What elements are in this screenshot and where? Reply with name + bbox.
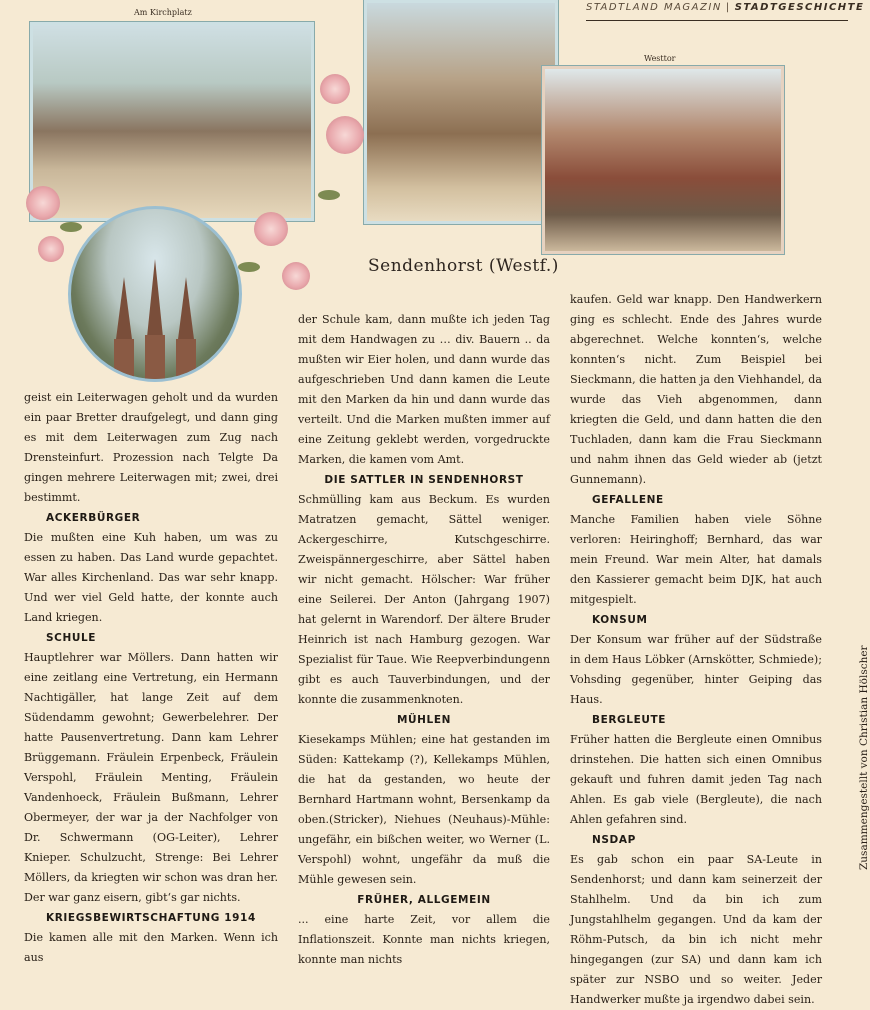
- article-column-1: [24, 388, 278, 968]
- flower-decoration: [38, 236, 64, 262]
- article-column-2: [298, 310, 550, 970]
- header-separator: |: [725, 2, 731, 13]
- section-heading: NSDAP: [592, 834, 636, 846]
- photo-church: [68, 206, 242, 382]
- paragraph: Schmülling kam aus Beckum. Es wurden Matratzen gemacht, Sättel weniger. Ackergeschirre, Kutschgeschirre. Zweispännergeschirre, aber Sättel haben wir nicht gemacht. Hölscher: War früher eine Seilerei. Der Anton (Jahrgang 1907) hat gelernt in Warendorf. Der ältere Bruder Heinrich ist nach Hamburg gezogen. War Spezialist für Taue. Wie Reepverbindungenn gibt es auch Tauverbindungen, und der konnte die zusammenknoten.: [298, 493, 550, 706]
- paragraph: geist ein Leiterwagen geholt und da wurden ein paar Bretter draufgelegt, und dann ging es mit dem Leiterwagen zum Zug nach Drensteinfurt. Prozession nach Telgte Da gingen mehrere Leiterwagen mit; zwei, drei bestimmt.: [24, 391, 278, 504]
- paragraph: Kiesekamps Mühlen; eine hat gestanden im Süden: Kattekamp (?), Kellekamps Mühlen, die hat da gestanden, wo heute der Bernhard Hartmann wohnt, Bersenkamp da oben.(Stricker), Niehues (Neuhaus)-Mühle: ungefähr, ein bißchen weiter, wo Werner (L. Verspohl) wohnt, ungefähr da muß die Mühle gewesen sein.: [298, 733, 550, 886]
- paragraph: Die kamen alle mit den Marken. Wenn ich aus: [24, 931, 278, 964]
- paragraph: Die mußten eine Kuh haben, um was zu essen zu haben. Das Land wurde gepachtet. War alles Kirchenland. Das war sehr knapp. Und wer viel Geld hatte, der konnte auch Land kriegen.: [24, 531, 278, 624]
- paragraph: der Schule kam, dann mußte ich jeden Tag mit dem Handwagen zu … div. Bauern .. da mußten wir Eier holen, und dann wurde das aufgeschrieben Und dann kamen die Leute mit den Marken da hin und dann wurde das verteilt. Und die Marken mußten immer auf eine Zeitung geklebt werden, vorgedruckte Marken, die kamen vom Amt.: [298, 313, 550, 466]
- photo-street: [364, 0, 558, 224]
- section-heading: FRÜHER, ALLGEMEIN: [357, 894, 491, 906]
- section-name: STADTGESCHICHTE: [734, 2, 865, 13]
- flower-decoration: [282, 262, 310, 290]
- church-tower-left: [114, 339, 134, 379]
- paragraph: Hauptlehrer war Möllers. Dann hatten wir eine zeitlang eine Vertretung, ein Hermann Nachtigäller, hat lange Zeit auf dem Südendamm gewohnt; Gewerbelehrer. Der hatte Pausenvertretung. Dann kam Lehrer Brüggemann. Fräulein Erpenbeck, Fräulein Verspohl, Fräulein Menting, Fräulein Vandenhoeck, Fräulein Bußmann, Lehrer Obermeyer, der war ja der Nachfolger von Dr. Schwermann (OG-Leiter), Lehrer Knieper. Schulzucht, Strenge: Bei Lehrer Möllers, da kriegten wir schon was dran her. Der war ganz eisern, gibt‘s gar nichts.: [24, 651, 278, 904]
- church-tower-right: [176, 339, 196, 379]
- paragraph: kaufen. Geld war knapp. Den Handwerkern ging es schlecht. Ende des Jahres wurde abgerechnet. Welche konnten‘s, welche konnten‘s nicht. Zum Beispiel bei Sieckmann, die hatten ja den Viehhandel, da wurde das Vieh abgenommen, dann kriegten die Geld, und dann hatten die den Tuchladen, dann kam die Frau Sieckmann und nahm ihnen das Geld wieder ab (jetzt Gunnemann).: [570, 293, 822, 486]
- magazine-name: STADTLAND MAGAZIN: [586, 2, 722, 13]
- paragraph: ... eine harte Zeit, vor allem die Inflationszeit. Konnte man nichts kriegen, konnte man nichts: [298, 913, 550, 966]
- paragraph: Der Konsum war früher auf der Südstraße in dem Haus Löbker (Arnskötter, Schmiede); Vohsding gegenüber, hinter Geiping das Haus.: [570, 633, 822, 706]
- section-heading: BERGLEUTE: [592, 714, 667, 726]
- magazine-header: [586, 2, 865, 24]
- church-spire-right: [177, 277, 195, 347]
- header-rule: [586, 20, 848, 21]
- section-heading: KRIEGSBEWIRTSCHAFTUNG 1914: [46, 912, 256, 924]
- section-heading: ACKERBÜRGER: [46, 512, 141, 524]
- leaf-decoration: [60, 222, 82, 232]
- caption-kirchplatz: Am Kirchplatz: [134, 8, 192, 17]
- paragraph: Früher hatten die Bergleute einen Omnibus drinstehen. Die hatten sich einen Omnibus gekauft und fuhren damit jeden Tag nach Ahlen. Es gab viele (Bergleute), die nach Ahlen gefahren sind.: [570, 733, 822, 826]
- flower-decoration: [254, 212, 288, 246]
- church-spire-center: [146, 259, 164, 347]
- church-tower-center: [145, 335, 165, 379]
- photo-kirchplatz: [30, 22, 314, 221]
- leaf-decoration: [238, 262, 260, 272]
- postcard-title: Sendenhorst (Westf.): [368, 256, 559, 276]
- flower-decoration: [326, 116, 364, 154]
- section-heading: SCHULE: [46, 632, 97, 644]
- article-column-3: [570, 290, 822, 1010]
- section-heading: DIE SATTLER IN SENDENHORST: [324, 474, 524, 486]
- church-spire-left: [115, 277, 133, 347]
- caption-westtor: Westtor: [644, 54, 676, 63]
- section-heading: KONSUM: [592, 614, 648, 626]
- author-credit: Zusammengestellt von Christian Hölscher: [858, 645, 870, 870]
- flower-decoration: [26, 186, 60, 220]
- leaf-decoration: [318, 190, 340, 200]
- section-heading: MÜHLEN: [396, 714, 451, 726]
- section-heading: GEFALLENE: [592, 494, 664, 506]
- paragraph: Es gab schon ein paar SA-Leute in Sendenhorst; und dann kam seinerzeit der Stahlhelm. Und da bin ich zum Jungstahlhelm gegangen. Und da kam der Röhm-Putsch, da bin ich nicht mehr hingegangen (zur SA) und dann kam ich später zur NSBO und so weiter. Jeder Handwerker mußte ja irgendwo dabei sein.: [570, 853, 822, 1006]
- paragraph: Manche Familien haben viele Söhne verloren: Heiringhoff; Bernhard, das war mein Freund. War mein Alter, hat damals den Kassierer gemacht beim DJK, hat auch mitgespielt.: [570, 513, 822, 606]
- flower-decoration: [320, 74, 350, 104]
- photo-westtor: [542, 66, 784, 254]
